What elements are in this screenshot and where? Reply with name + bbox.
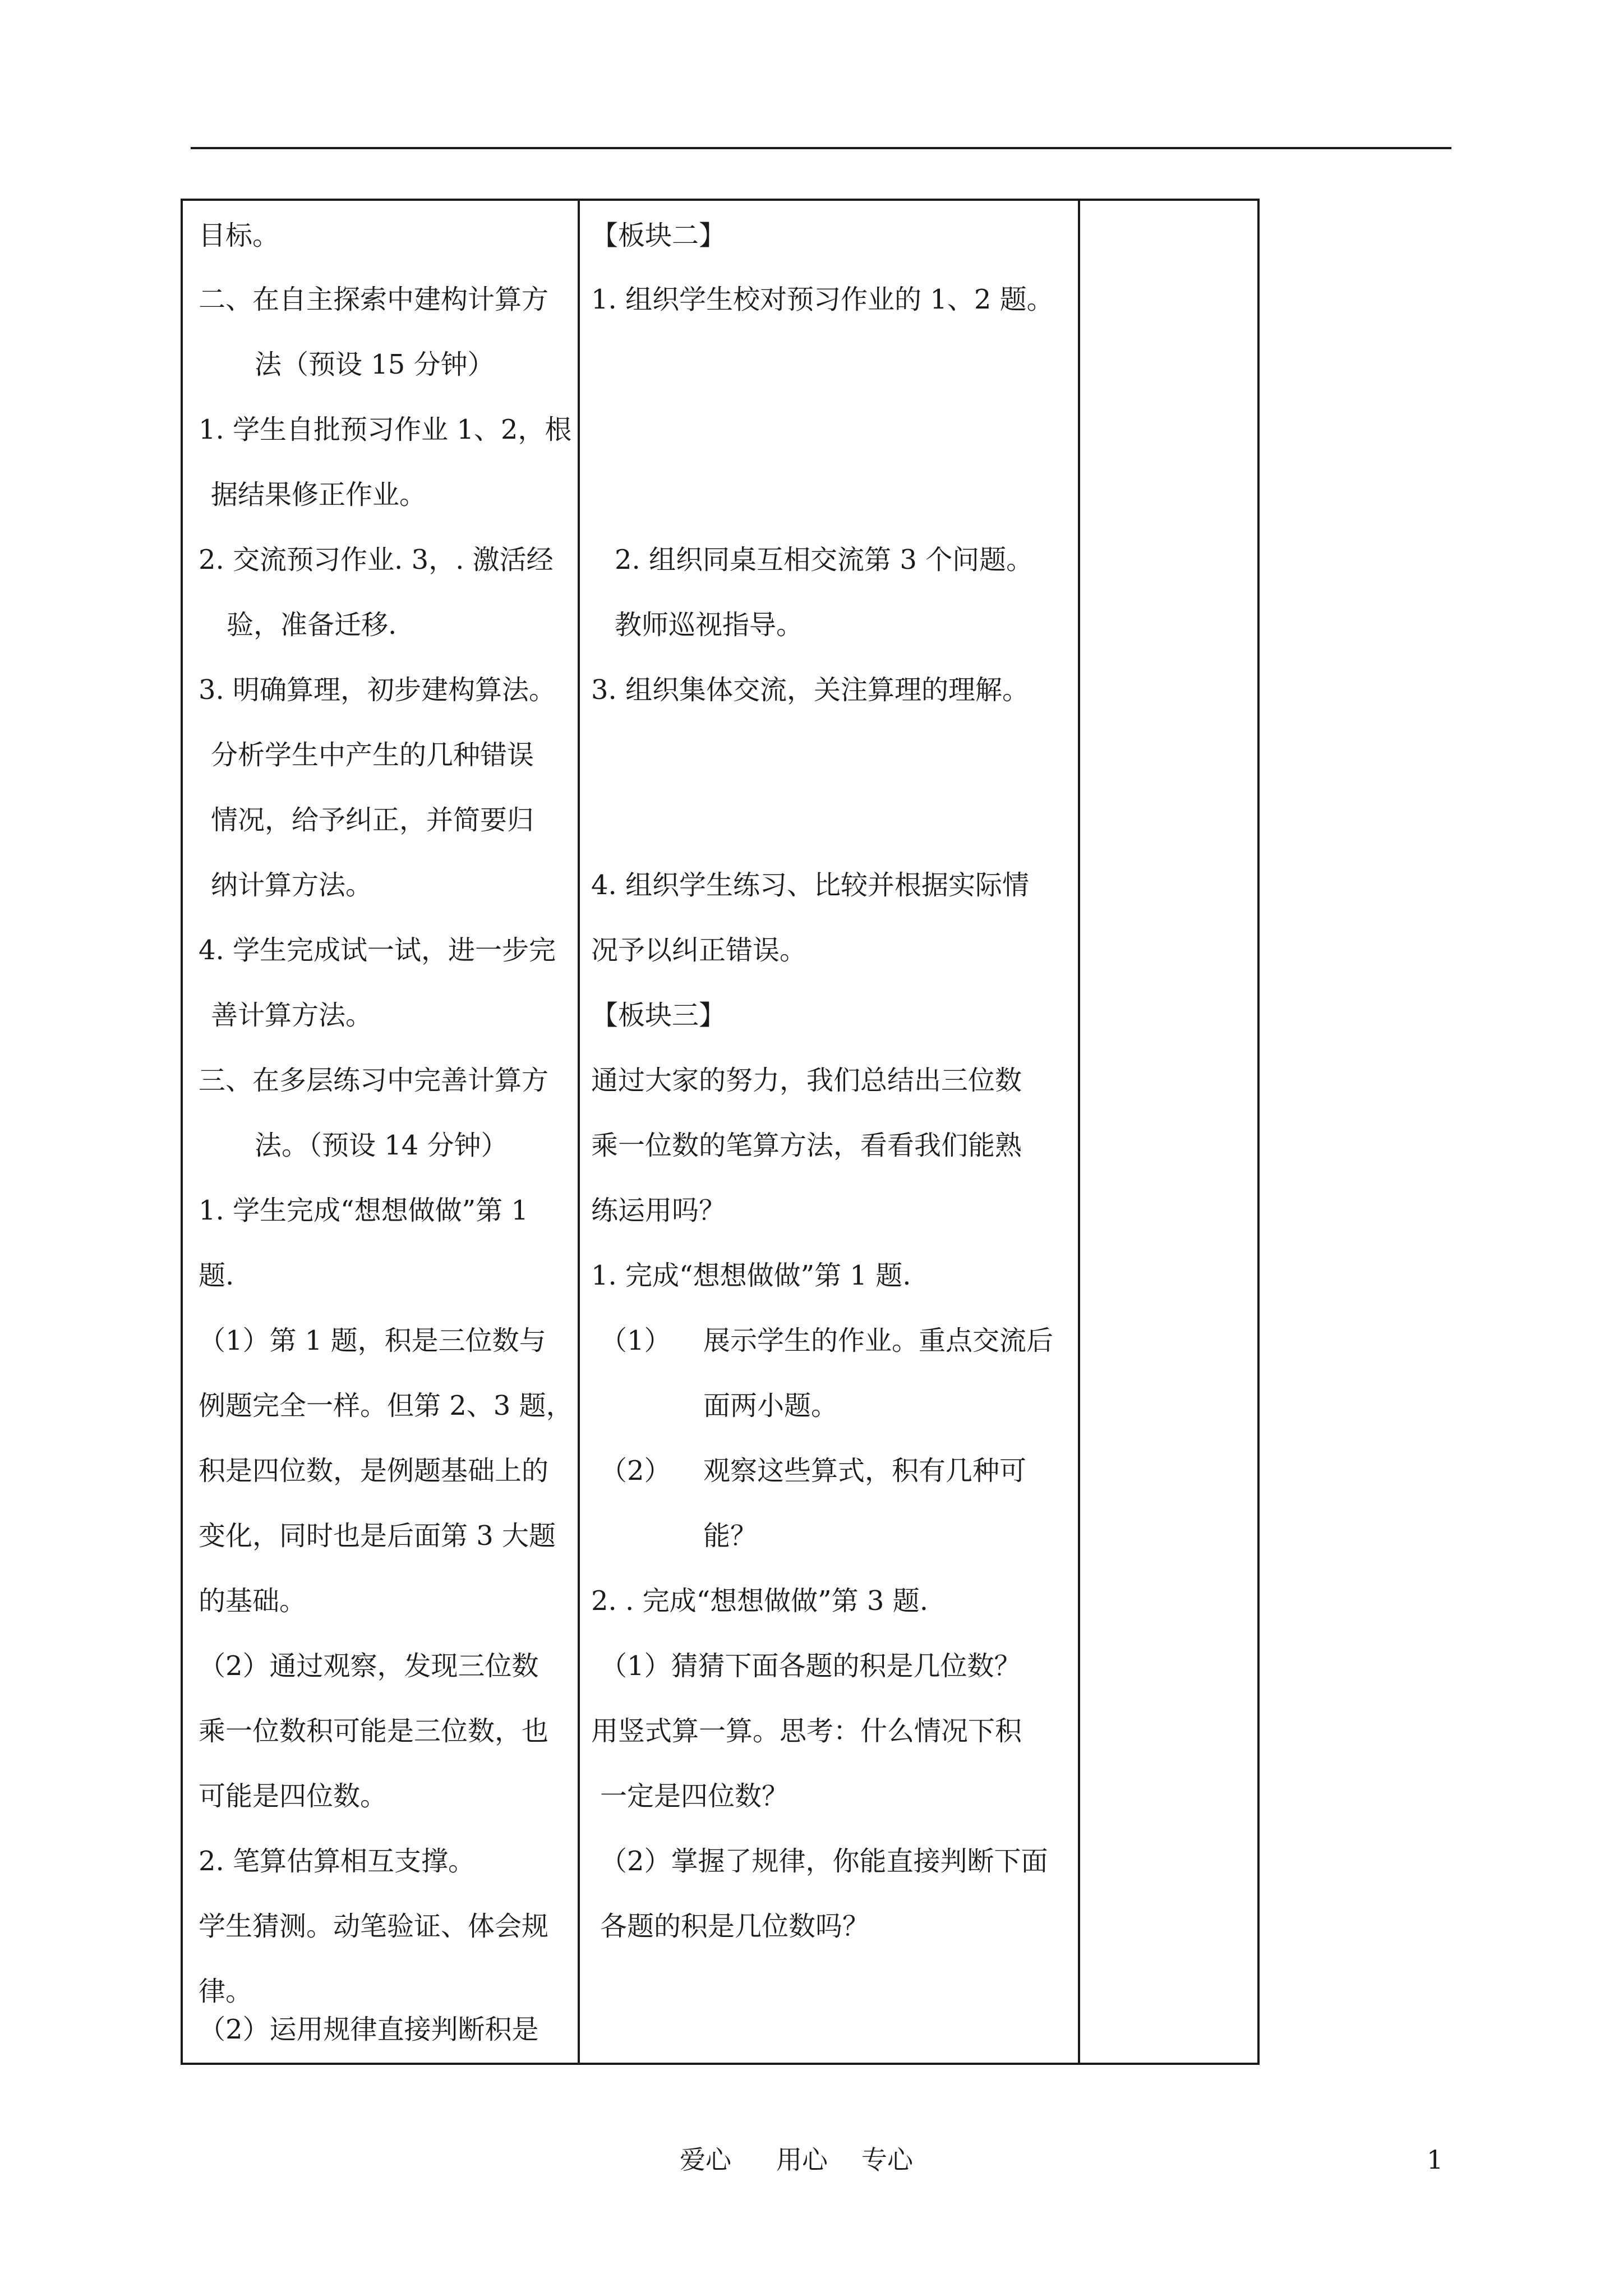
mid-line-17: 能？ [703,1520,758,1552]
mid-line-12: （1） [600,1325,671,1356]
left-line-14: 法。（预设 14 分钟） [255,1130,508,1161]
left-line-6: 验，准备迁移. [227,609,397,641]
mid-line-1: 1. 组织学生校对预习作业的 1、2 题。 [591,284,1054,315]
left-line-27: 律。 [199,1976,253,2007]
left-line-21: 的基础。 [199,1585,307,1617]
mid-line-0: 【板块二】 [591,220,726,251]
mid-line-22: （2）掌握了规律，你能直接判断下面 [600,1846,1048,1877]
footer-item-care: 用心 [776,2145,828,2175]
left-line-23: 乘一位数积可能是三位数，也 [199,1715,549,1747]
mid-line-13: 展示学生的作业。重点交流后 [703,1325,1054,1356]
mid-line-20: 用竖式算一算。思考：什么情况下积 [591,1715,1022,1747]
footer-item-focus: 专心 [861,2145,913,2175]
left-line-24: 可能是四位数。 [199,1780,388,1812]
mid-line-9: 乘一位数的笔算方法，看看我们能熟 [591,1130,1022,1161]
left-line-7: 3. 明确算理，初步建构算法。 [199,674,556,706]
left-line-5: 2. 交流预习作业. 3，. 激活经 [199,544,554,576]
left-line-8: 分析学生中产生的几种错误 [211,739,534,771]
left-line-16: 题. [199,1260,234,1291]
footer-item-love: 爱心 [680,2145,731,2175]
lesson-table [181,199,1260,2065]
page-number: 1 [1427,2145,1444,2175]
mid-line-10: 练运用吗？ [591,1195,726,1226]
mid-line-19: （1）猜猜下面各题的积是几位数？ [600,1650,1021,1682]
left-line-9: 情况，给予纠正，并简要归 [211,804,534,836]
left-line-17: （1）第 1 题，积是三位数与 [199,1325,546,1356]
left-line-1: 二、在自主探索中建构计算方 [199,284,549,315]
mid-line-2: 2. 组织同桌互相交流第 3 个问题。 [615,544,1034,576]
mid-line-23: 各题的积是几位数吗？ [600,1911,870,1942]
column-divider-2 [1078,201,1080,2063]
left-line-15: 1. 学生完成“想想做做”第 1 [199,1195,528,1226]
mid-line-5: 4. 组织学生练习、比较并根据实际情 [591,869,1030,901]
left-line-0: 目标。 [199,220,280,251]
left-line-4: 据结果修正作业。 [211,479,427,510]
student-activity-column [199,201,573,2063]
column-divider-1 [578,201,580,2063]
mid-line-21: 一定是四位数？ [600,1780,789,1812]
left-line-25: 2. 笔算估算相互支撑。 [199,1846,476,1877]
left-line-18: 例题完全一样。但第 2、3 题， [199,1390,573,1421]
mid-line-4: 3. 组织集体交流，关注算理的理解。 [591,674,1030,706]
mid-line-3: 教师巡视指导。 [615,609,804,641]
left-line-20: 变化，同时也是后面第 3 大题 [199,1520,556,1552]
mid-line-8: 通过大家的努力，我们总结出三位数 [591,1065,1022,1096]
mid-line-18: 2. . 完成“想想做做”第 3 题. [591,1585,928,1617]
left-line-22: （2）通过观察，发现三位数 [199,1650,539,1682]
left-line-26: 学生猜测。动笔验证、体会规 [199,1911,549,1942]
left-line-12: 善计算方法。 [211,1000,373,1031]
mid-line-14: 面两小题。 [703,1390,838,1421]
left-line-3: 1. 学生自批预习作业 1、2，根 [199,414,572,445]
left-line-13: 三、在多层练习中完善计算方 [199,1065,549,1096]
left-line-2: 法（预设 15 分钟） [255,349,495,380]
left-line-11: 4. 学生完成试一试，进一步完 [199,935,556,966]
left-line-10: 纳计算方法。 [211,869,373,901]
mid-line-16: 观察这些算式，积有几种可 [703,1455,1027,1487]
notes-column [1082,201,1257,2063]
mid-line-15: （2） [600,1455,671,1487]
teacher-activity-column [591,201,1073,2063]
left-line-19: 积是四位数，是例题基础上的 [199,1455,549,1487]
header-rule [191,147,1451,149]
mid-line-6: 况予以纠正错误。 [591,935,807,966]
left-line-28: （2）运用规律直接判断积是 [199,2014,539,2045]
mid-line-7: 【板块三】 [591,1000,726,1031]
mid-line-11: 1. 完成“想想做做”第 1 题. [591,1260,911,1291]
